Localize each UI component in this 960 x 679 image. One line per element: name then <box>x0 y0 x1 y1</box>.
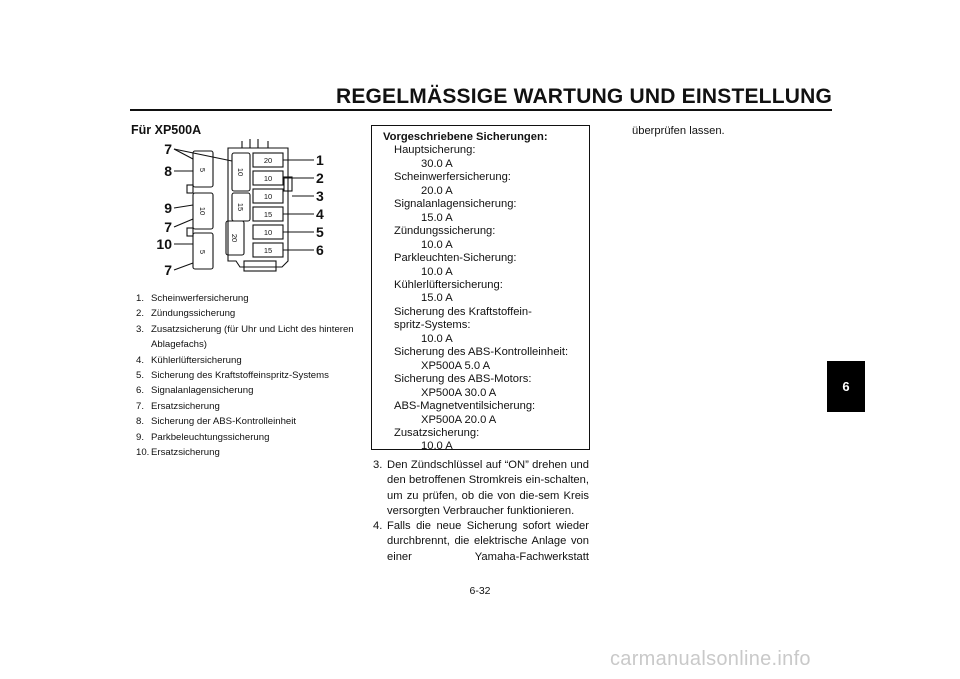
fuse-label: 10 <box>263 192 273 201</box>
spec-label: Zusatzsicherung: <box>394 426 480 439</box>
fuse-label: 15 <box>263 210 273 219</box>
fuse-label: 10 <box>263 228 273 237</box>
spec-label: Scheinwerfersicherung: <box>394 171 511 184</box>
spec-label: Sicherung des Kraftstoffein- spritz-Systems: <box>394 305 532 332</box>
fuse-legend <box>136 291 366 460</box>
page-number: 6-32 <box>469 585 491 597</box>
spec-value: XP500A 5.0 A <box>421 359 491 372</box>
clip-left-2 <box>187 228 193 236</box>
continued-text: überprüfen lassen. <box>632 125 725 137</box>
fuse-label: 10 <box>198 206 207 216</box>
chapter-tab: 6 <box>827 361 865 412</box>
spec-value: 10.0 A <box>421 440 453 453</box>
spec-value: 15.0 A <box>421 211 453 224</box>
callout-1: 1 <box>316 152 324 168</box>
callout-2: 2 <box>316 170 324 186</box>
spec-value: 10.0 A <box>421 332 453 345</box>
spec-value: 10.0 A <box>421 238 453 251</box>
title-rule <box>130 109 832 111</box>
legend-item: 4. Kühlerlüftersicherung <box>136 354 242 366</box>
legend-item: 2. Zündungssicherung <box>136 308 236 320</box>
spec-label: ABS-Magnetventilsicherung: <box>394 400 536 413</box>
page-title: REGELMÄSSIGE WARTUNG UND EINSTELLUNG <box>335 85 832 108</box>
legend-item: 6. Signalanlagensicherung <box>136 385 254 397</box>
spec-label: Kühlerlüftersicherung: <box>394 278 503 291</box>
watermark: carmanualsonline.info <box>610 648 811 670</box>
step-item: 3. Den Zündschlüssel auf “ON” drehen und den betroffenen Stromkreis ein-schalten, um zu prüfen, ob die von die-sem Kreis versorgten Verbraucher funktionieren. <box>373 459 589 517</box>
procedure-steps <box>373 458 589 565</box>
section-heading: Für XP500A <box>131 123 202 137</box>
spec-label: Sicherung des ABS-Kontrolleinheit: <box>394 346 569 359</box>
legend-item: 5. Sicherung des Kraftstoffeinspritz-Systems <box>136 370 329 382</box>
callout-7b: 7 <box>164 219 172 235</box>
spec-value: 15.0 A <box>421 292 453 305</box>
spec-value: 20.0 A <box>421 184 453 197</box>
spec-list <box>383 144 579 453</box>
spec-label: Parkleuchten-Sicherung: <box>394 252 517 265</box>
spec-label: Hauptsicherung: <box>394 144 476 157</box>
fuse-spec-box <box>371 125 590 453</box>
spec-value: XP500A 30.0 A <box>421 386 497 399</box>
spec-value: XP500A 20.0 A <box>421 413 497 426</box>
fuse-label: 5 <box>198 249 207 255</box>
callout-4: 4 <box>316 206 324 222</box>
spec-value: 30.0 A <box>421 157 453 170</box>
clip-left-1 <box>187 185 193 193</box>
fuse-label: 10 <box>236 167 245 177</box>
box-tab <box>244 261 276 271</box>
callout-6: 6 <box>316 242 324 258</box>
fuse-box-diagram <box>150 133 340 283</box>
fuse-label: 5 <box>198 167 207 173</box>
callout-5: 5 <box>316 224 324 240</box>
fuse-label: 10 <box>263 174 273 183</box>
callout-10: 10 <box>156 236 172 252</box>
callout-7c: 7 <box>164 262 172 278</box>
legend-item: 8. Sicherung der ABS-Kontrolleinheit <box>136 416 297 428</box>
spec-label: Signalanlagensicherung: <box>394 198 517 211</box>
legend-item: 3. Zusatzsicherung (für Uhr und Licht des hinteren Ablagefachs) <box>136 323 354 351</box>
callout-3: 3 <box>316 188 324 204</box>
fuse-label: 20 <box>263 156 273 165</box>
callout-9: 9 <box>164 200 172 216</box>
legend-item: 1. Scheinwerfersicherung <box>136 293 249 304</box>
spec-value: 10.0 A <box>421 265 453 278</box>
legend-item: 10. Ersatzsicherung <box>136 447 220 459</box>
spec-heading: Vorgeschriebene Sicherungen: <box>383 131 548 143</box>
legend-item: 9. Parkbeleuchtungssicherung <box>136 431 270 443</box>
spec-label: Zündungssicherung: <box>394 225 496 238</box>
callout-7a: 7 <box>164 141 172 157</box>
fuse-label: 20 <box>230 233 239 243</box>
spec-label: Sicherung des ABS-Motors: <box>394 373 532 386</box>
fuse-label: 15 <box>263 246 273 255</box>
fuse-label: 15 <box>236 202 245 212</box>
step-item: 4. Falls die neue Sicherung sofort wieder durchbrennt, die elektrische Anlage von einer Yamaha-Fachwerkstatt <box>373 520 589 563</box>
legend-item: 7. Ersatzsicherung <box>136 400 220 412</box>
callout-8: 8 <box>164 163 172 179</box>
